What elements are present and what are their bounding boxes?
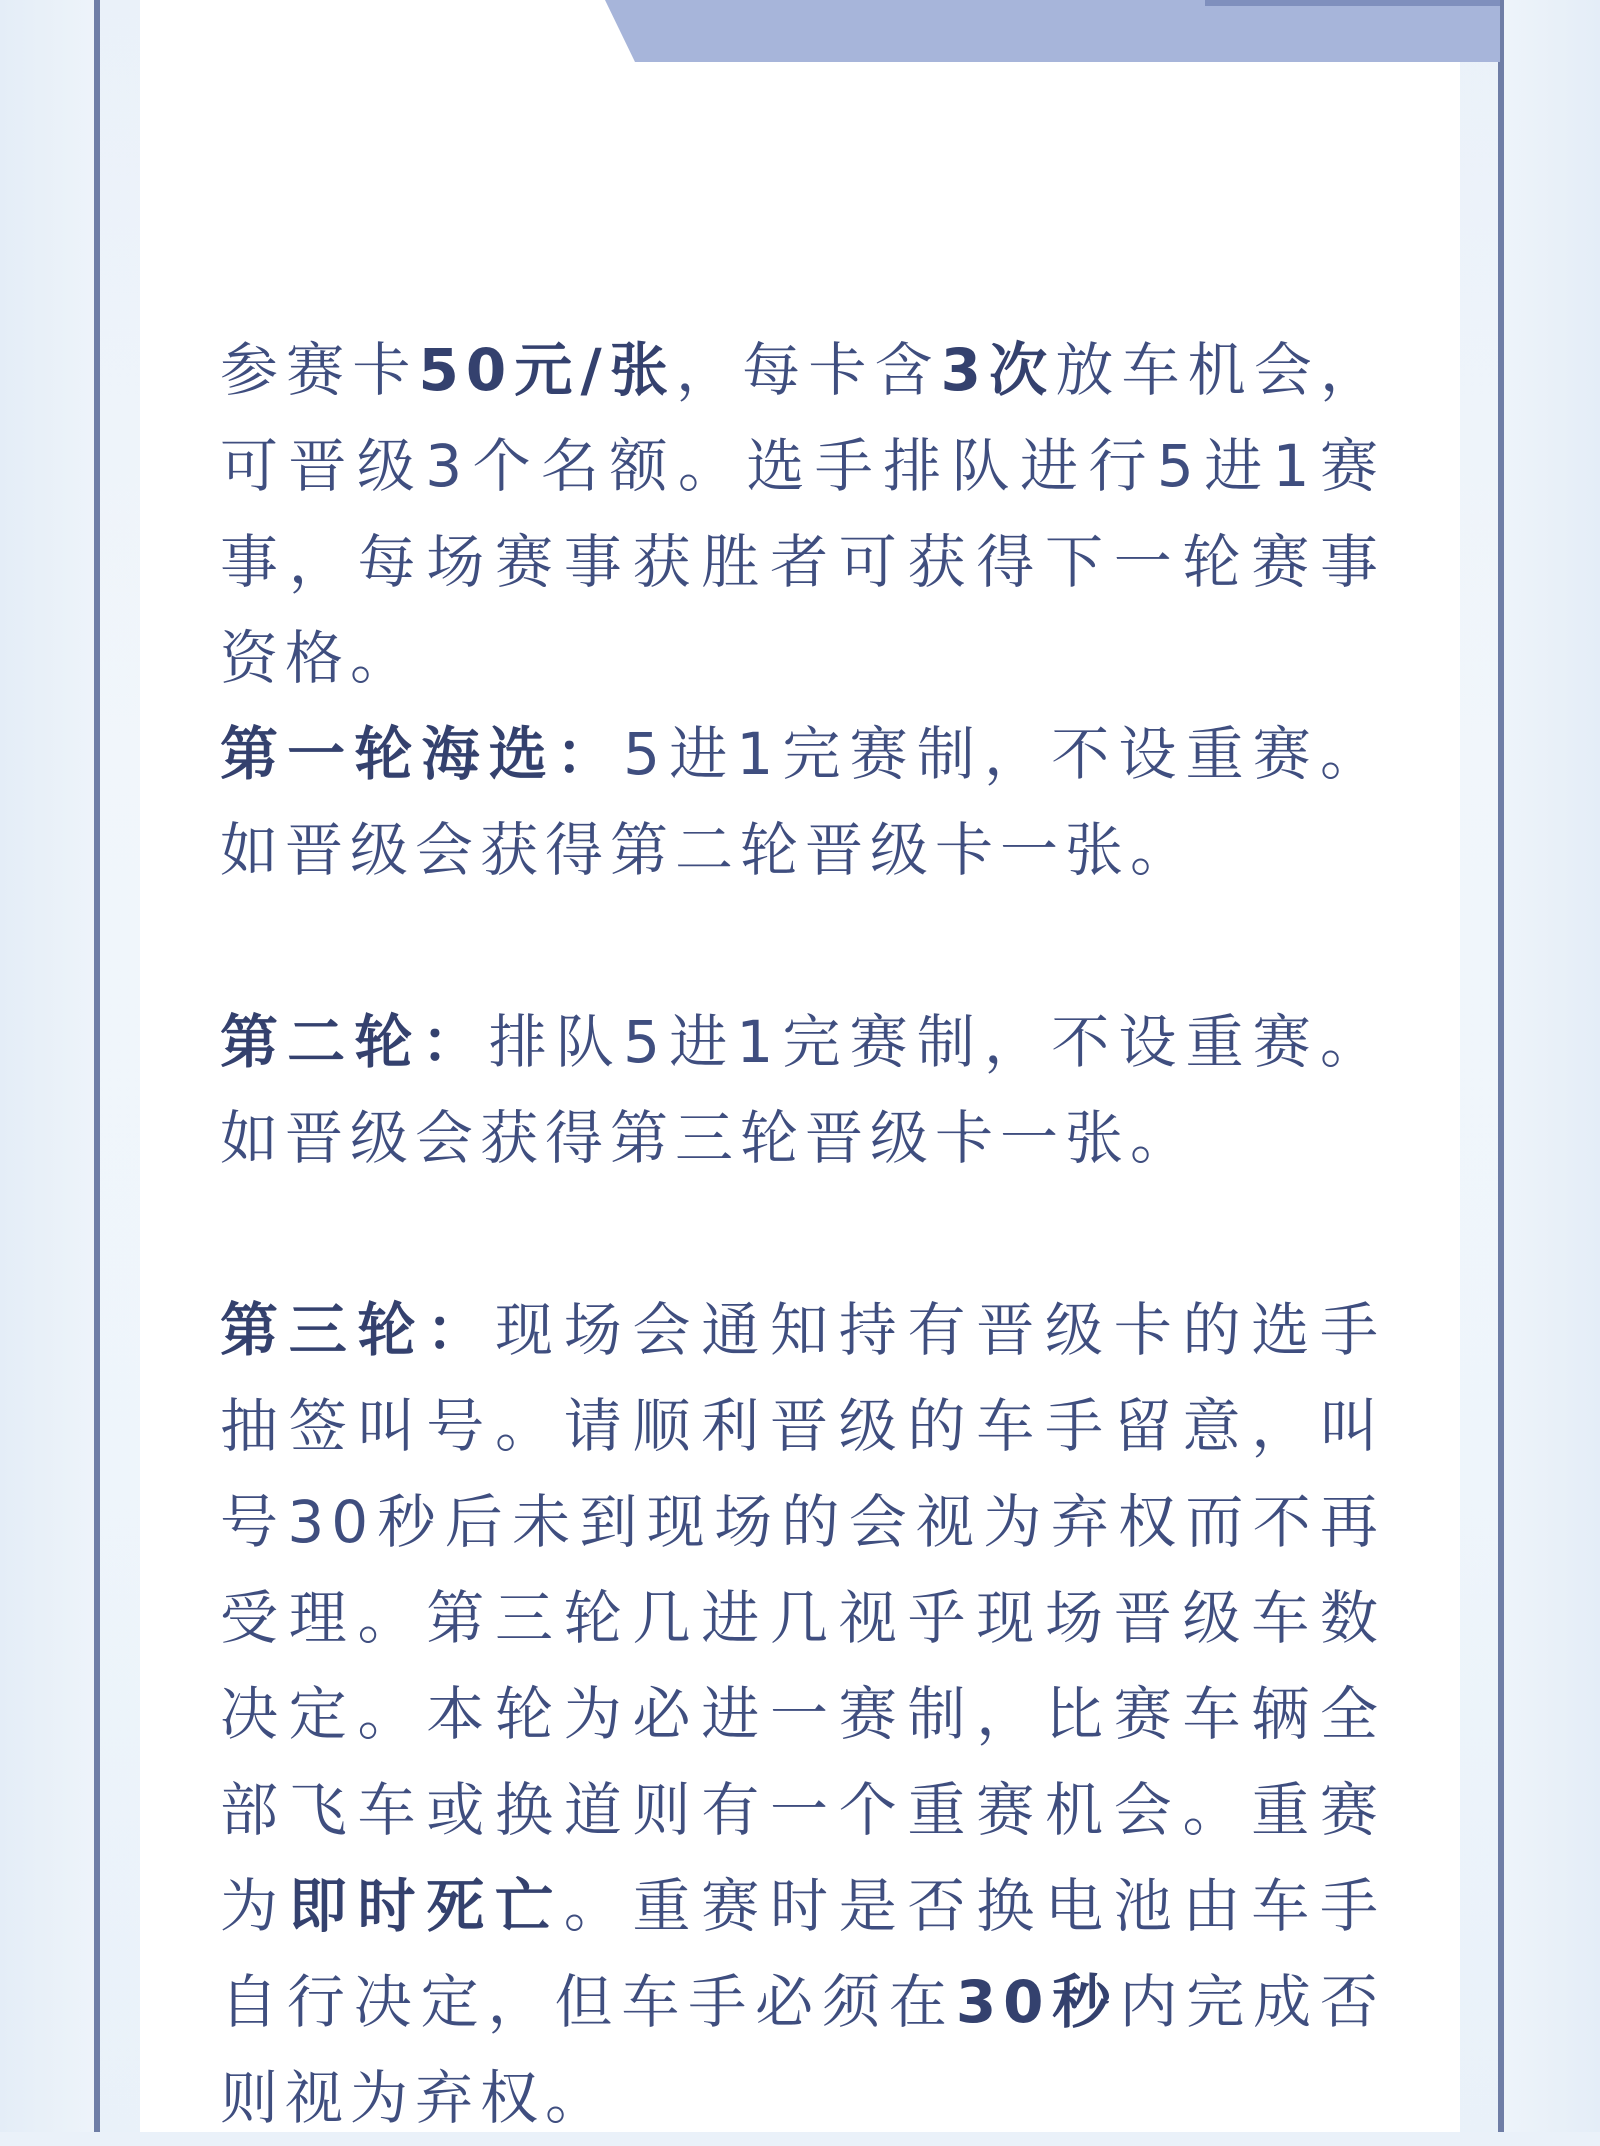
round3-text: 内完成否则视为弃权。	[220, 1968, 1385, 2132]
frame-border-left	[94, 0, 100, 2132]
background-left	[0, 0, 100, 2132]
intro-paragraph	[220, 322, 1385, 706]
intro-text: ，每卡含	[676, 336, 941, 404]
rules-text	[220, 322, 1385, 2146]
round3-label: 第三轮：	[220, 1296, 495, 1364]
round1-paragraph	[220, 706, 1385, 898]
time-limit-text: 30秒	[955, 1968, 1120, 2036]
entry-card-price: 50元/张	[418, 336, 677, 404]
round3-paragraph	[220, 1282, 1385, 2146]
round1-label: 第一轮海选：	[220, 720, 624, 788]
release-chances: 3次	[940, 336, 1056, 404]
top-banner-decoration	[0, 0, 1600, 70]
frame-border-right	[1498, 0, 1504, 2132]
paragraph-spacer	[220, 1186, 1385, 1282]
round2-paragraph	[220, 994, 1385, 1186]
background-right	[1500, 0, 1600, 2132]
round2-label: 第二轮：	[220, 1008, 489, 1076]
intro-text: 放车机会，可晋级3个名额。选手排队进行5进1赛事，每场赛事获胜者可获得下一轮赛事资格。	[220, 336, 1385, 692]
paragraph-spacer	[220, 898, 1385, 994]
sudden-death-text: 即时死亡	[288, 1872, 564, 1940]
round2-text: 排队5进1完赛制，不设重赛。如晋级会获得第三轮晋级卡一张。	[220, 1008, 1385, 1172]
round3-text: 。重赛时是否换电池由车手自行决定，但车手必须在	[220, 1872, 1385, 2036]
intro-text: 参赛卡	[220, 336, 419, 404]
round3-text: 现场会通知持有晋级卡的选手抽签叫号。请顺利晋级的车手留意，叫号30秒后未到现场的会视为弃权而不再受理。第三轮几进几视乎现场晋级车数决定。本轮为必进一赛制，比赛车辆全部飞车或换道则有一个重赛机会。重赛为	[220, 1296, 1385, 1940]
round1-text: 5进1完赛制，不设重赛。如晋级会获得第二轮晋级卡一张。	[220, 720, 1385, 884]
